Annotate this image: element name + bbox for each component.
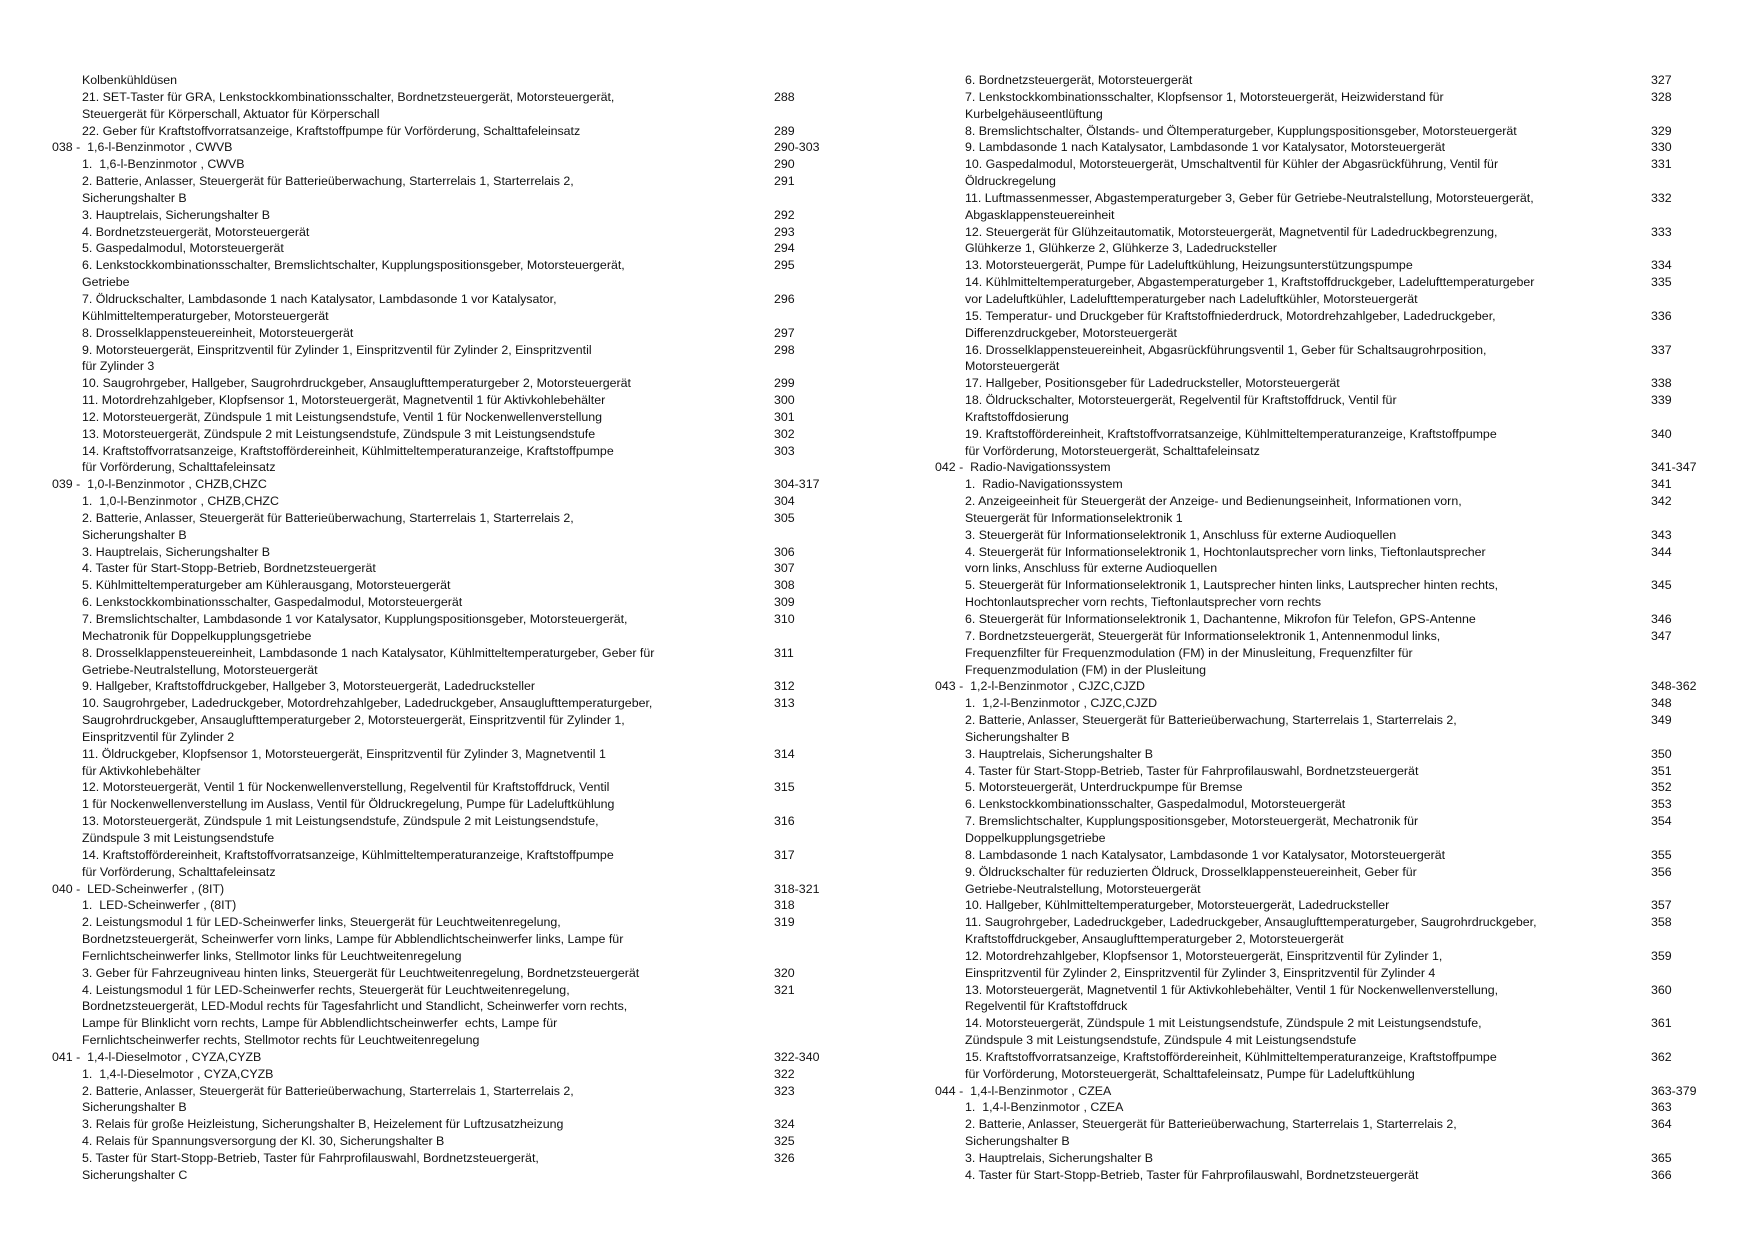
entry-page-number: 338 [1651,376,1672,391]
entry-page-number: 331 [1651,157,1672,172]
entry-page-number: 322 [774,1066,795,1081]
entry-text: 1. LED-Scheinwerfer , (8IT) [82,898,237,913]
toc-entry [52,325,842,342]
entry-page-number: 311 [774,645,794,660]
entry-page-number: 340 [1651,426,1672,441]
entry-page-number: 323 [774,1083,795,1098]
entry-text: 10. Gaspedalmodul, Motorsteuergerät, Umschaltventil für Kühler der Abgasrückführung, Ventil für Öldruckregelung [965,157,1499,189]
toc-entry [935,123,1725,140]
toc-entry [52,611,842,645]
entry-page-number: 356 [1651,864,1672,879]
toc-entry [52,72,842,89]
entry-text: 12. Steuergerät für Glühzeitautomatik, Motorsteuergerät, Magnetventil für Ladedruckbegrenzung, Glühkerze 1, Glühkerze 2, Glühkerze 3, Ladedrucksteller [965,224,1498,256]
entry-text: 6. Bordnetzsteuergerät, Motorsteuergerät [965,73,1193,87]
section-title: 044 - 1,4-l-Benzinmotor , CZEA [935,1083,1112,1098]
entry-page-number: 320 [774,965,795,980]
entry-page-number: 298 [774,342,795,357]
toc-section-heading [935,678,1725,695]
toc-entry [935,190,1725,224]
toc-entry [52,493,842,510]
section-page-range: 348-362 [1651,679,1697,694]
section-title: 042 - Radio-Navigationssystem [935,460,1111,475]
toc-entry [52,291,842,325]
toc-entry [935,611,1725,628]
entry-text: 3. Hauptrelais, Sicherungshalter B [82,544,271,559]
entry-text: 9. Motorsteuergerät, Einspritzventil für Zylinder 1, Einspritzventil für Zylinder 2, Einspritzventil für Zylinder 3 [82,342,592,374]
entry-text: 6. Lenkstockkombinationsschalter, Gaspedalmodul, Motorsteuergerät [965,797,1346,812]
entry-text: 7. Bordnetzsteuergerät, Steuergerät für Informationselektronik 1, Antennenmodul links, Frequenzfilter für Frequenzmodulation (FM) in der Minusleitung, Frequenzfilter für Frequenzmodulation (FM) in der Plusleitung [965,628,1441,677]
entry-page-number: 352 [1651,780,1672,795]
entry-text: 3. Hauptrelais, Sicherungshalter B [82,207,271,222]
entry-text: 7. Bremslichtschalter, Lambdasonde 1 vor Katalysator, Kupplungspositionsgeber, Motorsteuergerät, Mechatronik für Doppelkupplungsgetriebe [82,612,628,643]
entry-text: 14. Motorsteuergerät, Zündspule 1 mit Leistungsendstufe, Zündspule 2 mit Leistungsendstufe, Zündspule 3 mit Leistungsendstufe, Zündspule 4 mit Leistungsendstufe [965,1016,1482,1048]
toc-entry [935,948,1725,982]
entry-page-number: 317 [774,847,795,862]
entry-text: 12. Motorsteuergerät, Zündspule 1 mit Leistungsendstufe, Ventil 1 für Nockenwellenverstellung [82,409,603,424]
entry-page-number: 318 [774,898,795,913]
entry-text: 4. Taster für Start-Stopp-Betrieb, Taster für Fahrprofilauswahl, Bordnetzsteuergerät [965,763,1419,778]
entry-text: 4. Steuergerät für Informationselektronik 1, Hochtonlautsprecher vorn links, Tieftonlautsprecher vorn links, Anschluss für externe Audioquellen [965,544,1486,576]
entry-text: 4. Taster für Start-Stopp-Betrieb, Taster für Fahrprofilauswahl, Bordnetzsteuergerät [965,1167,1419,1182]
toc-entry [52,1133,842,1150]
toc-entry [52,695,842,746]
entry-text: 4. Bordnetzsteuergerät, Motorsteuergerät [82,224,310,239]
toc-entry [935,864,1725,898]
entry-text: 18. Öldruckschalter, Motorsteuergerät, Regelventil für Kraftstoffdruck, Ventil für Kraftstoffdosierung [965,393,1397,424]
toc-entry [52,645,842,679]
toc-entry [52,965,842,982]
toc-entry [935,493,1725,527]
toc-entry [935,577,1725,611]
toc-entry [52,392,842,409]
toc-entry [52,173,842,207]
entry-page-number: 350 [1651,746,1672,761]
entry-page-number: 332 [1651,190,1672,205]
entry-text: 14. Kraftstoffvorratsanzeige, Kraftstoffördereinheit, Kühlmitteltemperaturanzeige, Kraftstoffpumpe für Vorförderung, Schalttafeleinsatz [82,443,614,475]
entry-text: 11. Luftmassenmesser, Abgastemperaturgeber 3, Geber für Getriebe-Neutralstellung, Motorsteuergerät, Abgasklappensteuereinheit [965,190,1534,222]
entry-page-number: 337 [1651,342,1672,357]
entry-page-number: 324 [774,1117,795,1132]
entry-text: 10. Saugrohrgeber, Hallgeber, Saugrohrdruckgeber, Ansauglufttemperaturgeber 2, Motorsteuergerät [82,376,631,391]
entry-text: 14. Kraftstoffördereinheit, Kraftstoffvorratsanzeige, Kühlmitteltemperaturanzeige, Kraftstoffpumpe für Vorförderung, Schalttafeleinsatz [82,847,614,879]
entry-page-number: 339 [1651,393,1672,408]
entry-page-number: 336 [1651,308,1672,323]
entry-page-number: 312 [774,679,795,694]
entry-page-number: 321 [774,982,795,997]
entry-text: 8. Bremslichtschalter, Ölstands- und Öltemperaturgeber, Kupplungspositionsgeber, Motorsteuergerät [965,123,1517,138]
entry-page-number: 316 [774,814,795,829]
entry-page-number: 344 [1651,544,1672,559]
entry-page-number: 290 [774,157,795,172]
entry-text: 1. 1,0-l-Benzinmotor , CHZB,CHZC [82,494,279,509]
toc-section-heading [52,881,842,898]
entry-text: 15. Kraftstoffvorratsanzeige, Kraftstoffördereinheit, Kühlmitteltemperaturanzeige, Kraftstoffpumpe für Vorförderung, Motorsteuergerät, Schalttafeleinsatz, Pumpe für Ladeluftkühlung [965,1049,1497,1081]
entry-page-number: 305 [774,510,795,525]
entry-text: 1. 1,4-l-Benzinmotor , CZEA [965,1100,1124,1115]
section-title: 039 - 1,0-l-Benzinmotor , CHZB,CHZC [52,477,267,492]
entry-page-number: 310 [774,612,795,626]
entry-page-number: 325 [774,1134,795,1149]
entry-text: 11. Motordrehzahlgeber, Klopfsensor 1, Motorsteuergerät, Magnetventil 1 für Aktivkohlebehälter [82,393,606,408]
entry-text: 5. Taster für Start-Stopp-Betrieb, Taster für Fahrprofilauswahl, Bordnetzsteuergerät, Sicherungshalter C [82,1151,539,1182]
entry-page-number: 353 [1651,797,1672,812]
toc-entry [935,308,1725,342]
entry-text: 5. Steuergerät für Informationselektronik 1, Lautsprecher hinten links, Lautsprecher hinten rechts, Hochtonlautsprecher vorn rechts, Tieftonlautsprecher vorn rechts [965,578,1499,610]
toc-entry [935,914,1725,948]
toc-entry [935,746,1725,763]
toc-left-column [52,72,842,1184]
toc-entry [52,1083,842,1117]
entry-page-number: 319 [774,915,795,930]
toc-entry [52,409,842,426]
toc-entry [935,897,1725,914]
entry-text: 1. 1,2-l-Benzinmotor , CJZC,CJZD [965,696,1158,711]
entry-text: 6. Steuergerät für Informationselektronik 1, Dachantenne, Mikrofon für Telefon, GPS-Antenne [965,612,1476,626]
entry-text: 3. Relais für große Heizleistung, Sicherungshalter B, Heizelement für Luftzusatzheizung [82,1117,564,1132]
entry-text: 13. Motorsteuergerät, Zündspule 2 mit Leistungsendstufe, Zündspule 3 mit Leistungsendstufe [82,426,596,441]
section-page-range: 318-321 [774,881,820,896]
entry-page-number: 343 [1651,527,1672,542]
section-page-range: 341-347 [1651,460,1697,475]
entry-page-number: 360 [1651,982,1672,997]
entry-page-number: 328 [1651,89,1672,104]
entry-page-number: 361 [1651,1016,1672,1031]
entry-page-number: 302 [774,426,795,441]
toc-entry [935,1167,1725,1184]
entry-text: 9. Lambdasonde 1 nach Katalysator, Lambdasonde 1 vor Katalysator, Motorsteuergerät [965,140,1446,155]
section-page-range: 290-303 [774,140,820,155]
section-title: 043 - 1,2-l-Benzinmotor , CJZC,CJZD [935,679,1146,694]
entry-text: 1. 1,4-l-Dieselmotor , CYZA,CYZB [82,1066,274,1081]
entry-page-number: 292 [774,207,795,222]
entry-text: 10. Hallgeber, Kühlmitteltemperaturgeber, Motorsteuergerät, Ladedrucksteller [965,898,1390,913]
toc-entry [935,1049,1725,1083]
entry-text: 4. Taster für Start-Stopp-Betrieb, Bordnetzsteuergerät [82,561,376,576]
entry-page-number: 346 [1651,612,1672,626]
toc-entry [52,240,842,257]
entry-page-number: 347 [1651,628,1672,643]
entry-page-number: 349 [1651,713,1672,728]
entry-page-number: 293 [774,224,795,239]
toc-entry [52,156,842,173]
entry-page-number: 313 [774,696,795,711]
entry-text: 14. Kühlmitteltemperaturgeber, Abgastemperaturgeber 1, Kraftstoffdruckgeber, Ladelufttemperaturgeber vor Ladeluftkühler, Ladelufttemperaturgeber nach Ladeluftkühler, Motorsteuergerät [965,275,1535,306]
section-title: 040 - LED-Scheinwerfer , (8IT) [52,881,225,896]
entry-text: 5. Gaspedalmodul, Motorsteuergerät [82,241,284,256]
entry-page-number: 358 [1651,915,1672,930]
entry-page-number: 366 [1651,1167,1672,1182]
toc-entry [935,527,1725,544]
entry-text: 7. Lenkstockkombinationsschalter, Klopfsensor 1, Motorsteuergerät, Heizwiderstand für Kurbelgehäuseentlüftung [965,89,1444,121]
toc-entry [935,342,1725,376]
entry-page-number: 329 [1651,123,1672,138]
entry-page-number: 300 [774,393,795,408]
toc-entry [935,779,1725,796]
entry-text: 2. Anzeigeeinheit für Steuergerät der Anzeige- und Bedienungseinheit, Informationen vorn, Steuergerät für Informationselektronik 1 [965,494,1462,525]
entry-page-number: 294 [774,241,795,256]
entry-page-number: 327 [1651,73,1672,87]
section-title: 038 - 1,6-l-Benzinmotor , CWVB [52,140,233,155]
toc-entry [52,1066,842,1083]
entry-page-number: 291 [774,174,795,189]
toc-entry [52,897,842,914]
entry-text: 21. SET-Taster für GRA, Lenkstockkombinationsschalter, Bordnetzsteuergerät, Motorsteuergerät, Steuergerät für Körperschall, Aktuator für Körperschall [82,89,615,121]
entry-text: 16. Drosselklappensteuereinheit, Abgasrückführungsventil 1, Geber für Schaltsaugrohrposition, Motorsteuergerät [965,342,1487,374]
toc-entry [52,914,842,965]
entry-page-number: 297 [774,325,795,340]
entry-page-number: 309 [774,595,795,610]
entry-text: 19. Kraftstoffördereinheit, Kraftstoffvorratsanzeige, Kühlmitteltemperaturanzeige, Kraftstoffpumpe für Vorförderung, Motorsteuergerät, Schalttafeleinsatz [965,426,1497,458]
toc-entry [52,510,842,544]
entry-page-number: 354 [1651,814,1672,829]
entry-page-number: 362 [1651,1049,1672,1064]
entry-page-number: 335 [1651,275,1672,290]
toc-entry [935,89,1725,123]
toc-section-heading [935,1083,1725,1100]
entry-page-number: 342 [1651,494,1672,509]
toc-entry [52,1150,842,1184]
entry-text: 2. Batterie, Anlasser, Steuergerät für Batterieüberwachung, Starterrelais 1, Starterrelais 2, Sicherungshalter B [965,713,1457,744]
entry-text: 3. Hauptrelais, Sicherungshalter B [965,746,1154,761]
entry-text: 1. Radio-Navigationssystem [965,477,1123,492]
toc-entry [935,1099,1725,1116]
toc-entry [935,257,1725,274]
entry-page-number: 314 [774,746,795,761]
toc-entry [52,224,842,241]
entry-text: 2. Batterie, Anlasser, Steuergerät für Batterieüberwachung, Starterrelais 1, Starterrelais 2, Sicherungshalter B [82,1083,574,1115]
entry-text: 2. Batterie, Anlasser, Steuergerät für Batterieüberwachung, Starterrelais 1, Starterrelais 2, Sicherungshalter B [82,510,574,542]
entry-page-number: 359 [1651,948,1672,963]
toc-entry [935,628,1725,679]
toc-entry [935,982,1725,1016]
entry-text: 6. Lenkstockkombinationsschalter, Bremslichtschalter, Kupplungspositionsgeber, Motorsteuergerät, Getriebe [82,258,625,290]
toc-entry [52,1116,842,1133]
entry-text: 4. Leistungsmodul 1 für LED-Scheinwerfer rechts, Steuergerät für Leuchtweitenregelung, Bordnetzsteuergerät, LED-Modul rechts für Tagesfahrlicht und Standlicht, Scheinwerfer vorn rechts, Lampe für Blinklicht vorn rechts, Lampe für Abblendlichtscheinwerfer echts, Lampe für Fernlichtscheinwerfer rechts, Stellmotor rechts für Leuchtweitenregelung [82,982,628,1048]
toc-entry [52,257,842,291]
entry-page-number: 304 [774,494,795,509]
entry-text: 12. Motordrehzahlgeber, Klopfsensor 1, Motorsteuergerät, Einspritzventil für Zylinder 1, Einspritzventil für Zylinder 2, Einspritzventil für Zylinder 3, Einspritzventil für Zylinder 4 [965,948,1443,980]
entry-text: Kolbenkühldüsen [82,73,178,87]
entry-text: 8. Drosselklappensteuereinheit, Lambdasonde 1 nach Katalysator, Kühlmitteltemperaturgeber, Geber für Getriebe-Neutralstellung, Motorsteuergerät [82,645,655,677]
toc-entry [52,982,842,1049]
toc-entry [52,746,842,780]
entry-page-number: 299 [774,376,795,391]
entry-text: 5. Kühlmitteltemperaturgeber am Kühlerausgang, Motorsteuergerät [82,578,451,593]
toc-entry [52,123,842,140]
toc-entry [935,712,1725,746]
entry-page-number: 341 [1651,477,1672,492]
entry-text: 3. Geber für Fahrzeugniveau hinten links, Steuergerät für Leuchtweitenregelung, Bordnetzsteuergerät [82,965,640,980]
section-page-range: 322-340 [774,1049,820,1064]
entry-text: 4. Relais für Spannungsversorgung der Kl. 30, Sicherungshalter B [82,1134,445,1149]
entry-page-number: 307 [774,561,795,576]
toc-entry [52,847,842,881]
toc-entry [52,544,842,561]
toc-entry [935,72,1725,89]
toc-section-heading [52,139,842,156]
toc-entry [935,796,1725,813]
entry-text: 15. Temperatur- und Druckgeber für Kraftstoffniederdruck, Motordrehzahlgeber, Ladedruckgeber, Differenzdruckgeber, Motorsteuergerät [965,308,1496,340]
toc-section-heading [52,1049,842,1066]
entry-text: 6. Lenkstockkombinationsschalter, Gaspedalmodul, Motorsteuergerät [82,595,463,610]
entry-text: 22. Geber für Kraftstoffvorratsanzeige, Kraftstoffpumpe für Vorförderung, Schalttafeleinsatz [82,123,581,138]
entry-page-number: 348 [1651,696,1672,711]
toc-entry [935,224,1725,258]
toc-entry [52,678,842,695]
toc-entry [52,577,842,594]
entry-page-number: 303 [774,443,795,458]
toc-entry [935,1150,1725,1167]
toc-entry [52,560,842,577]
entry-page-number: 364 [1651,1117,1672,1132]
entry-page-number: 355 [1651,847,1672,862]
entry-page-number: 345 [1651,578,1672,593]
entry-text: 3. Steuergerät für Informationselektronik 1, Anschluss für externe Audioquellen [965,527,1397,542]
toc-entry [935,139,1725,156]
entry-page-number: 351 [1651,763,1672,778]
toc-entry [935,1015,1725,1049]
toc-entry [935,763,1725,780]
toc-entry [935,392,1725,426]
entry-page-number: 326 [774,1151,795,1165]
toc-entry [935,813,1725,847]
entry-text: 8. Drosselklappensteuereinheit, Motorsteuergerät [82,325,354,340]
entry-text: 3. Hauptrelais, Sicherungshalter B [965,1151,1154,1165]
entry-page-number: 301 [774,409,795,424]
toc-entry [935,426,1725,460]
toc-entry [52,426,842,443]
entry-page-number: 295 [774,258,795,273]
section-title: 041 - 1,4-l-Dieselmotor , CYZA,CYZB [52,1049,262,1064]
toc-entry [52,813,842,847]
entry-text: 5. Motorsteuergerät, Unterdruckpumpe für Bremse [965,780,1243,795]
entry-text: 10. Saugrohrgeber, Ladedruckgeber, Motordrehzahlgeber, Ladedruckgeber, Ansauglufttemperaturgeber, Saugrohrdruckgeber, Ansauglufttemperaturgeber 2, Motorsteuergerät, Einspritzventil für Zylinder 1, Einspritzventil für Zylinder 2 [82,696,653,744]
toc-section-heading [935,459,1725,476]
section-page-range: 363-379 [1651,1083,1697,1098]
section-page-range: 304-317 [774,477,820,492]
entry-page-number: 357 [1651,898,1672,913]
entry-page-number: 330 [1651,140,1672,155]
entry-text: 9. Öldruckschalter für reduzierten Öldruck, Drosselklappensteuereinheit, Geber für Getriebe-Neutralstellung, Motorsteuergerät [965,864,1417,896]
entry-text: 1. 1,6-l-Benzinmotor , CWVB [82,157,245,172]
entry-page-number: 365 [1651,1151,1672,1165]
entry-text: 12. Motorsteuergerät, Ventil 1 für Nockenwellenverstellung, Regelventil für Kraftstoffdruck, Ventil 1 für Nockenwellenverstellung im Auslass, Ventil für Öldruckregelung, Pumpe für Ladeluftkühlung [82,780,615,812]
entry-text: 11. Öldruckgeber, Klopfsensor 1, Motorsteuergerät, Einspritzventil für Zylinder 3, Magnetventil 1 für Aktivkohlebehälter [82,746,606,778]
toc-entry [52,594,842,611]
toc-entry [52,779,842,813]
toc-entry [52,89,842,123]
toc-entry [935,1116,1725,1150]
toc-entry [52,342,842,376]
entry-text: 9. Hallgeber, Kraftstoffdruckgeber, Hallgeber 3, Motorsteuergerät, Ladedrucksteller [82,679,535,694]
entry-page-number: 306 [774,544,795,559]
entry-page-number: 363 [1651,1100,1672,1115]
toc-right-column [935,72,1725,1184]
entry-text: 7. Bremslichtschalter, Kupplungspositionsgeber, Motorsteuergerät, Mechatronik für Doppelkupplungsgetriebe [965,814,1419,845]
entry-page-number: 288 [774,89,795,104]
entry-text: 7. Öldruckschalter, Lambdasonde 1 nach Katalysator, Lambdasonde 1 vor Katalysator, Kühlmitteltemperaturgeber, Motorsteuergerät [82,291,557,323]
entry-text: 13. Motorsteuergerät, Pumpe für Ladeluftkühlung, Heizungsunterstützungspumpe [965,258,1413,273]
entry-page-number: 289 [774,123,795,138]
entry-text: 2. Leistungsmodul 1 für LED-Scheinwerfer links, Steuergerät für Leuchtweitenregelung, Bordnetzsteuergerät, Scheinwerfer vorn links, Lampe für Abblendlichtscheinwerfer links, Lampe für Fernlichtscheinwerfer links, Stellmotor links für Leuchtweitenregelung [82,915,624,963]
entry-text: 17. Hallgeber, Positionsgeber für Ladedrucksteller, Motorsteuergerät [965,376,1340,391]
entry-page-number: 333 [1651,224,1672,239]
toc-entry [52,375,842,392]
entry-text: 2. Batterie, Anlasser, Steuergerät für Batterieüberwachung, Starterrelais 1, Starterrelais 2, Sicherungshalter B [965,1117,1457,1149]
toc-entry [935,274,1725,308]
entry-page-number: 334 [1651,258,1672,273]
entry-text: 13. Motorsteuergerät, Magnetventil 1 für Aktivkohlebehälter, Ventil 1 für Nockenwellenverstellung, Regelventil für Kraftstoffdruck [965,982,1499,1014]
toc-entry [52,443,842,477]
entry-page-number: 296 [774,291,795,306]
toc-entry [52,207,842,224]
entry-text: 8. Lambdasonde 1 nach Katalysator, Lambdasonde 1 vor Katalysator, Motorsteuergerät [965,847,1446,862]
entry-text: 2. Batterie, Anlasser, Steuergerät für Batterieüberwachung, Starterrelais 1, Starterrelais 2, Sicherungshalter B [82,174,574,205]
entry-page-number: 308 [774,578,795,593]
toc-entry [935,156,1725,190]
toc-entry [935,847,1725,864]
toc-section-heading [52,476,842,493]
entry-page-number: 315 [774,780,795,795]
toc-entry [935,544,1725,578]
toc-entry [935,476,1725,493]
toc-entry [935,695,1725,712]
entry-text: 11. Saugrohrgeber, Ladedruckgeber, Ladedruckgeber, Ansauglufttemperaturgeber, Saugrohrdruckgeber, Kraftstoffdruckgeber, Ansauglufttemperaturgeber 2, Motorsteuergerät [965,915,1537,947]
entry-text: 13. Motorsteuergerät, Zündspule 1 mit Leistungsendstufe, Zündspule 2 mit Leistungsendstufe, Zündspule 3 mit Leistungsendstufe [82,814,599,845]
toc-entry [935,375,1725,392]
